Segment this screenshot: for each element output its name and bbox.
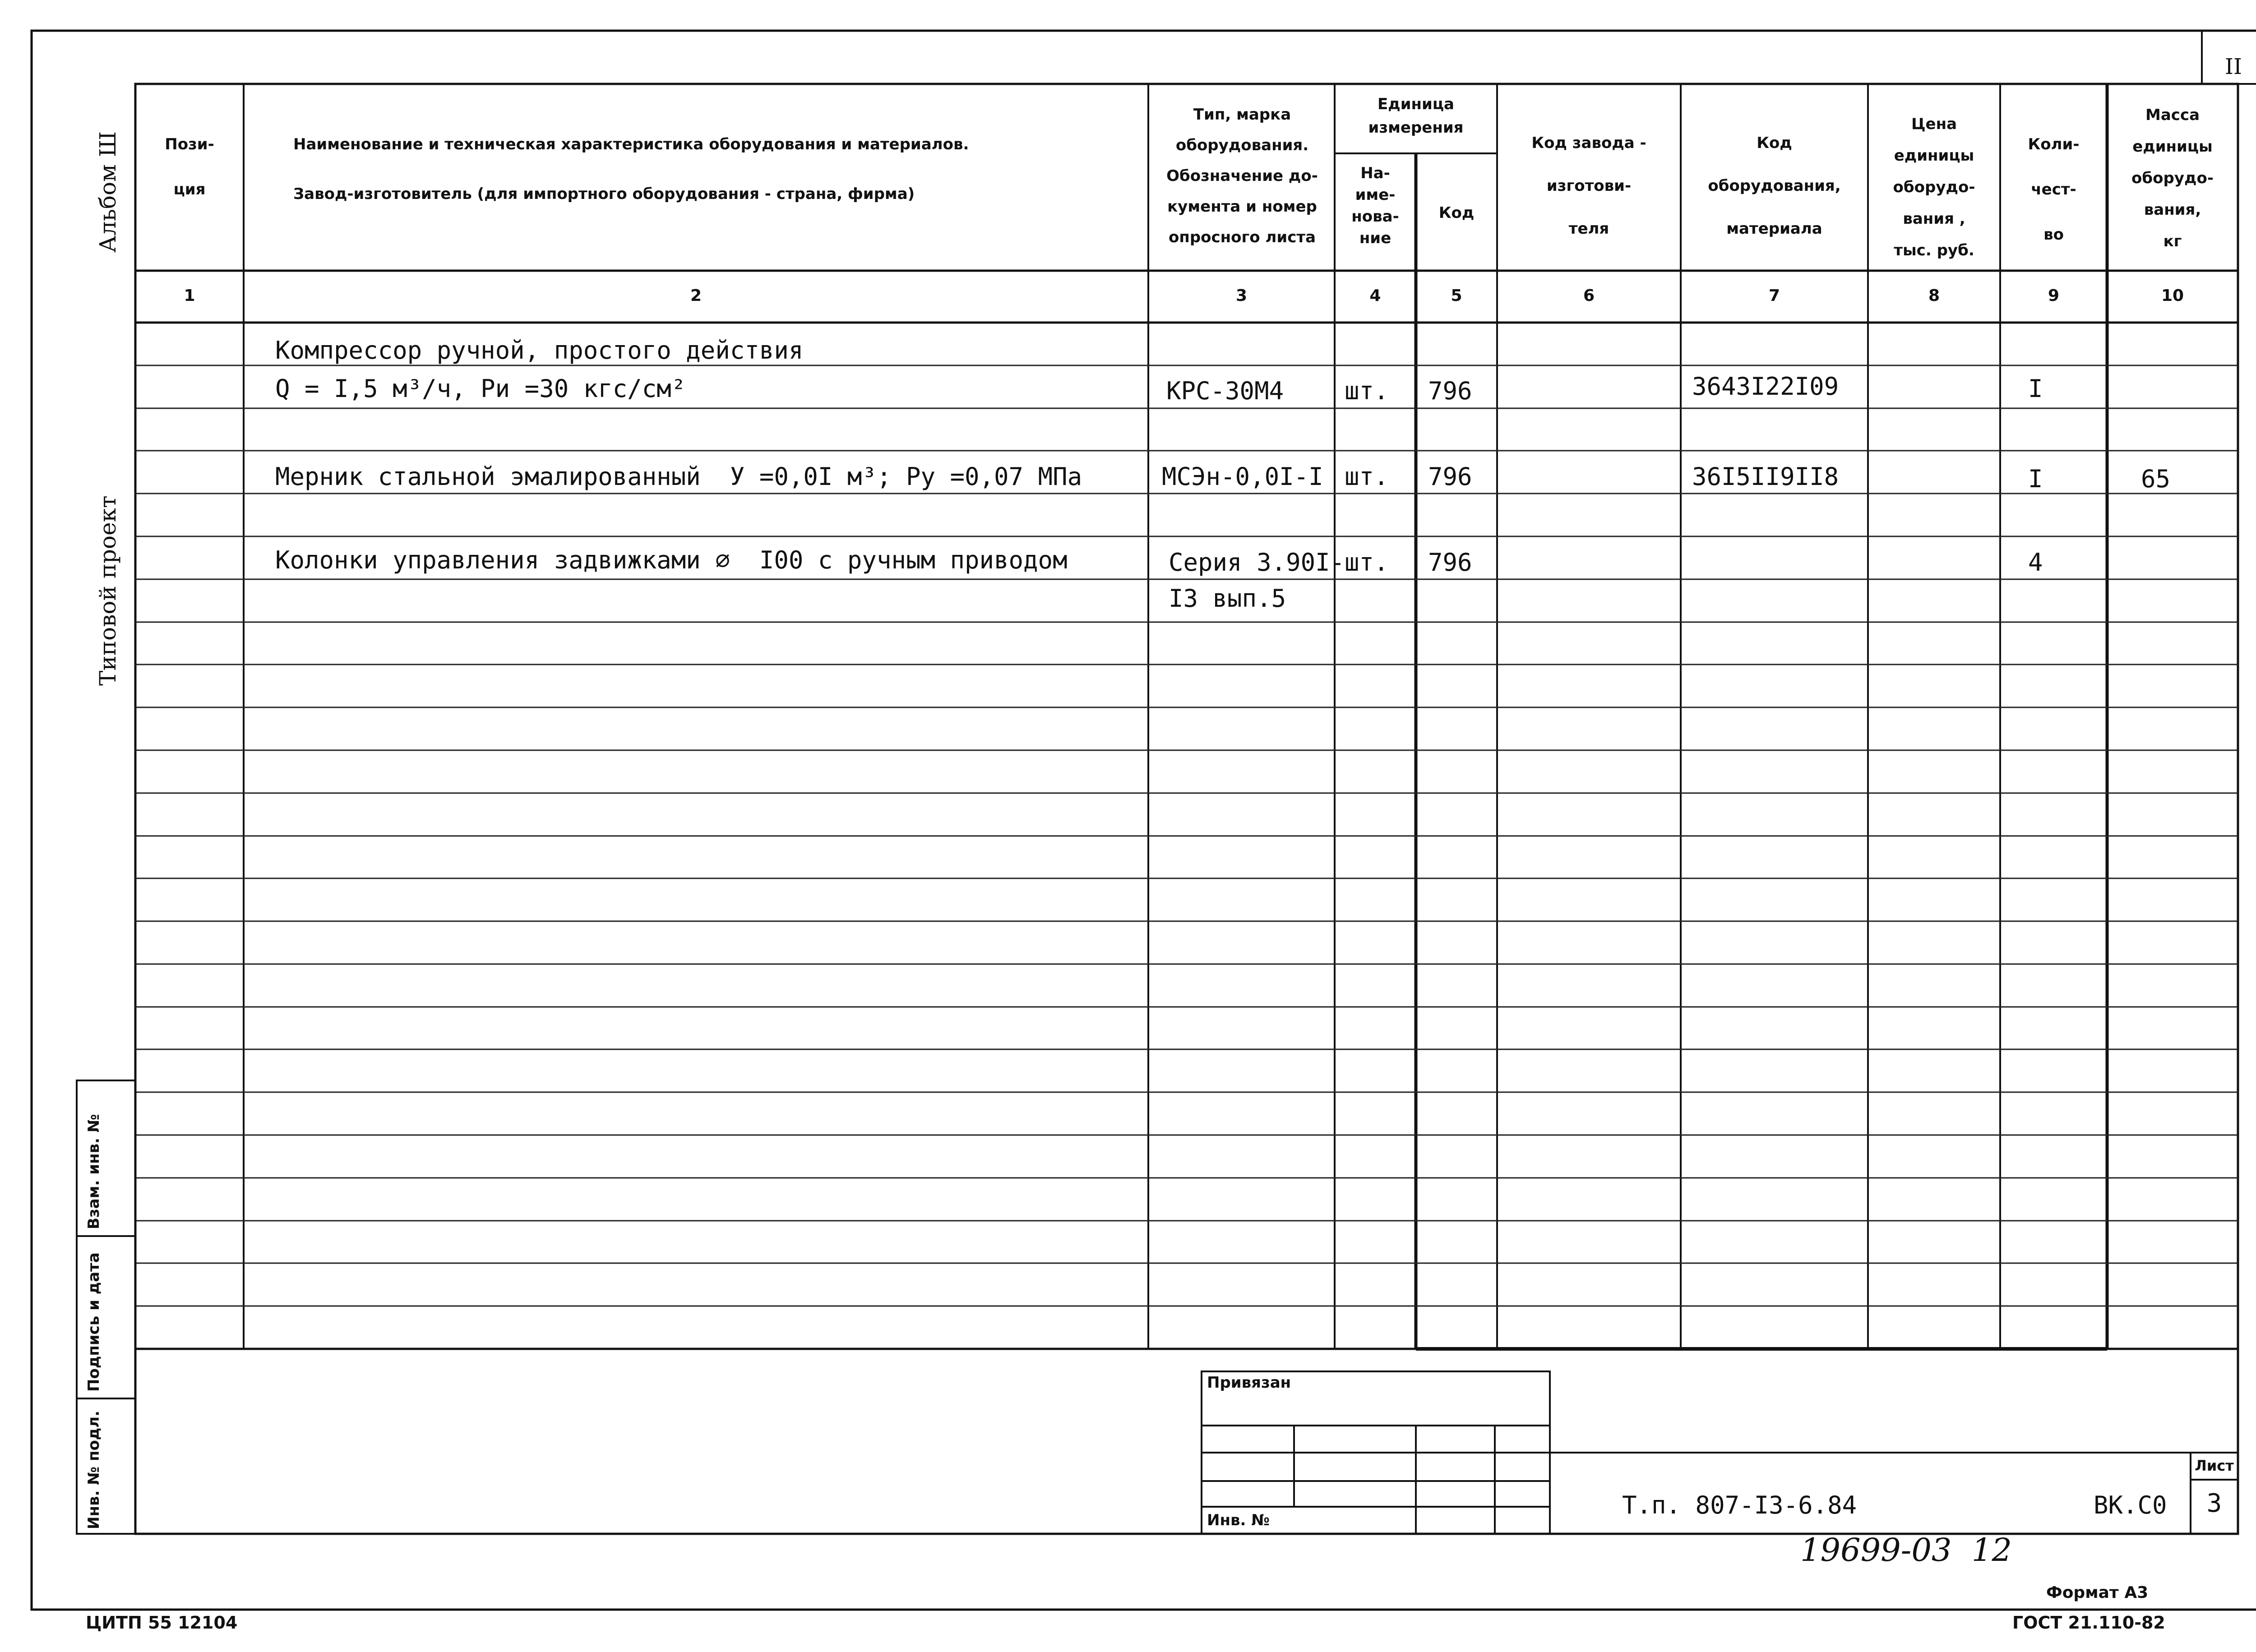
citp-label: ЦИТП 55 12104 — [86, 1613, 238, 1633]
header-unit: Единица измерения — [1368, 95, 1464, 137]
row3-type-line2: I3 вып.5 — [1169, 584, 1286, 613]
margin-album: Альбом Ш — [95, 131, 121, 253]
row3-name: Колонки управления задвижками ∅ I00 с ручным приводом — [275, 546, 1068, 574]
sheet-number: 3 — [2206, 1489, 2222, 1518]
colnum-6: 6 — [1583, 286, 1595, 305]
colnum-8: 8 — [1928, 286, 1940, 305]
stamp-podpis-data: Подпись и дата — [85, 1252, 103, 1392]
row1-name-line1: Компрессор ручной, простого действия — [275, 336, 804, 365]
row1-material-code: 3643I22I09 — [1692, 372, 1839, 401]
doc-code: Т.п. 807-I3-6.84 — [1622, 1491, 1857, 1519]
colnum-2: 2 — [690, 286, 702, 305]
inv-no-label: Инв. № — [1207, 1511, 1270, 1529]
header-col-4: На- име- нова- ние — [1351, 164, 1399, 247]
stamp-inv-podl: Инв. № подл. — [85, 1410, 103, 1529]
row3-unit: шт. — [1345, 548, 1389, 577]
colnum-9: 9 — [2048, 286, 2060, 305]
header-col-8: Цена единицы оборудо- вания , тыс. руб. — [1893, 115, 1975, 259]
row2-material-code: 36I5II9II8 — [1692, 462, 1839, 491]
header-col-7: Код оборудования, материала — [1708, 134, 1841, 238]
row2-mass: 65 — [2141, 465, 2171, 493]
colnum-10: 10 — [2161, 286, 2184, 305]
colnum-1: 1 — [184, 286, 195, 305]
row2-qty: I — [2028, 465, 2043, 493]
row2-unit: шт. — [1345, 462, 1389, 491]
row1-unit: шт. — [1345, 377, 1389, 405]
handwritten-number: 19699-03 12 — [1800, 1532, 2012, 1569]
colnum-3: 3 — [1235, 286, 1248, 305]
row3-qty: 4 — [2028, 548, 2043, 577]
colnum-5: 5 — [1451, 286, 1462, 305]
sheet-label: Лист — [2195, 1457, 2234, 1474]
colnum-4: 4 — [1369, 286, 1381, 305]
row1-qty: I — [2028, 374, 2043, 403]
header-col-2: Наименование и техническая характеристика оборудования и материалов. Завод-изготовитель (для импортного оборудования - страна, фирма) — [293, 135, 969, 203]
stamp-vzam-inv: Взам. инв. № — [85, 1114, 103, 1229]
privyazan-label: Привязан — [1207, 1374, 1291, 1392]
header-col-5: Код — [1438, 204, 1475, 222]
margin-project: Типовой проект — [95, 495, 121, 686]
header-col-3: Тип, марка оборудования. Обозначение до- кумента и номер опросного листа — [1166, 106, 1318, 246]
colnum-7: 7 — [1768, 286, 1780, 305]
header-col-9: Коли- чест- во — [2028, 135, 2080, 244]
row1-type: КРС-30М4 — [1166, 377, 1284, 405]
format-label: Формат А3 — [2046, 1583, 2149, 1602]
row1-unit-code: 796 — [1428, 377, 1472, 405]
gost-label: ГОСТ 21.110-82 — [2012, 1613, 2165, 1633]
corner-sheet-number: II — [2225, 54, 2242, 79]
doc-mark: ВК.С0 — [2094, 1491, 2167, 1519]
header-col-6: Код завода - изготови- теля — [1531, 134, 1646, 238]
row2-unit-code: 796 — [1428, 462, 1472, 491]
row3-unit-code: 796 — [1428, 548, 1472, 577]
row1-name-line2: Q = I,5 м³/ч, Ри =30 кгс/см² — [275, 374, 686, 403]
row3-type-line1: Серия 3.90I- — [1169, 548, 1345, 577]
header-col-10: Масса единицы оборудо- вания, кг — [2131, 106, 2214, 250]
row2-name: Мерник стальной эмалированный У =0,0I м³; Ру =0,07 МПа — [275, 462, 1082, 491]
header-col-1: Пози- ция — [165, 135, 214, 198]
row2-type: МСЭн-0,0I-I — [1162, 462, 1323, 491]
